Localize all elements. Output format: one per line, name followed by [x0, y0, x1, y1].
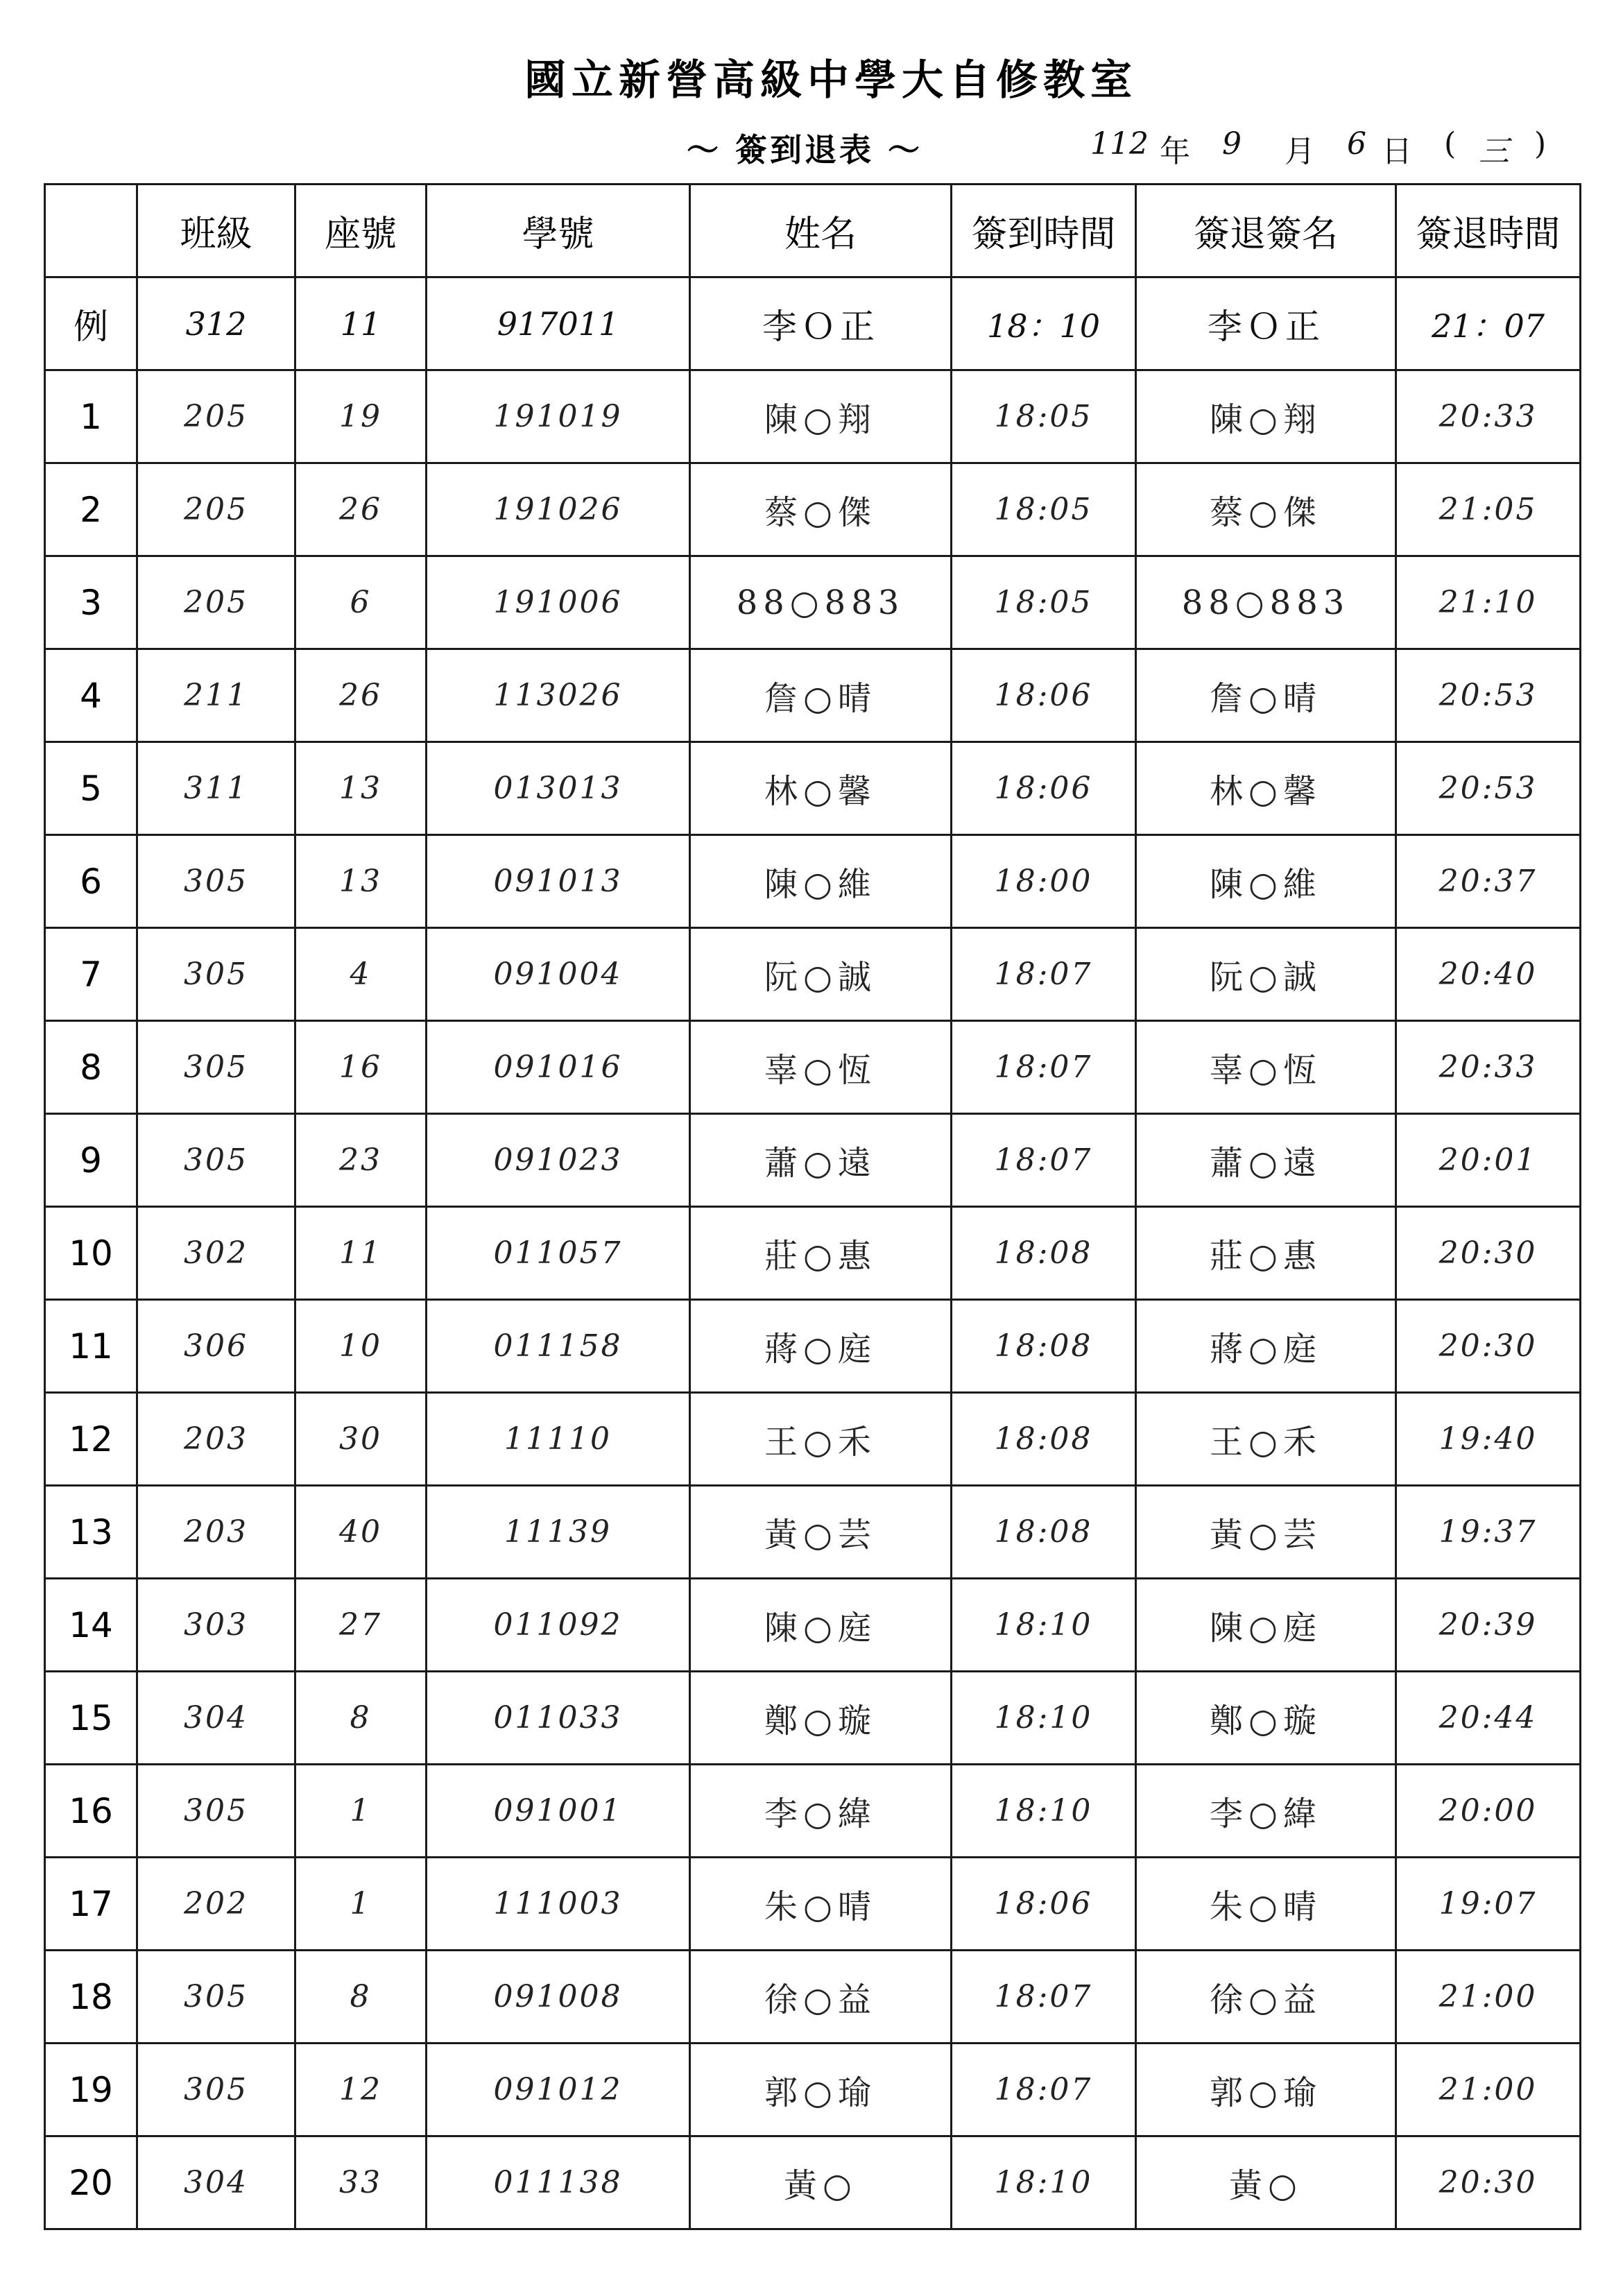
row-number-cell: 3 [45, 556, 137, 649]
student-id-cell: 091008 [427, 1951, 690, 2044]
name-cell: 陳○維 [690, 835, 952, 928]
student-id-cell: 091023 [427, 1114, 690, 1207]
class-cell: 305 [137, 1021, 295, 1114]
sign-out-time-cell: 20:53 [1396, 742, 1581, 835]
table-row [45, 928, 1581, 1021]
seat-cell: 19 [295, 370, 427, 463]
table-row [45, 1765, 1581, 1858]
sign-out-time-cell: 21:00 [1396, 2044, 1581, 2136]
table-row [45, 2044, 1581, 2136]
sign-out-time-cell: 20:39 [1396, 1579, 1581, 1672]
sign-out-time-cell: 20:30 [1396, 1300, 1581, 1393]
sign-out-time-cell: 20:33 [1396, 1021, 1581, 1114]
class-cell: 211 [137, 649, 295, 742]
date-month: 9 [1222, 126, 1242, 162]
seat-cell: 1 [295, 1858, 427, 1951]
name-cell: 阮○誠 [690, 928, 952, 1021]
date-open-paren: ( [1444, 126, 1457, 162]
sign-out-signature-cell: 詹○晴 [1136, 649, 1396, 742]
student-id-cell: 11139 [427, 1486, 690, 1579]
row-number-cell: 6 [45, 835, 137, 928]
row-number-cell: 5 [45, 742, 137, 835]
sign-out-signature-cell: 蔡○傑 [1136, 463, 1396, 556]
table-row [45, 463, 1581, 556]
name-cell: 辜○恆 [690, 1021, 952, 1114]
sheet-subtitle: ～ 簽到退表 ～ [687, 131, 923, 169]
student-id-cell: 191026 [427, 463, 690, 556]
seat-cell: 4 [295, 928, 427, 1021]
seat-cell: 23 [295, 1114, 427, 1207]
example-class: 312 [137, 277, 295, 370]
table-row [45, 1021, 1581, 1114]
sign-in-time-cell: 18:10 [952, 2136, 1136, 2229]
table-row [45, 1858, 1581, 1951]
sign-in-time-cell: 18:08 [952, 1393, 1136, 1486]
sign-out-signature-cell: 郭○瑜 [1136, 2044, 1396, 2136]
header-sign-out-signature: 簽退簽名 [1136, 185, 1396, 277]
sign-out-time-cell: 19:07 [1396, 1858, 1581, 1951]
header-student-id: 學號 [427, 185, 690, 277]
date-weekday: 三 [1479, 134, 1509, 169]
date-day-unit: 日 [1382, 134, 1412, 169]
student-id-cell: 091012 [427, 2044, 690, 2136]
name-cell: 鄭○璇 [690, 1672, 952, 1765]
student-id-cell: 011158 [427, 1300, 690, 1393]
sheet-title: 國立新營高級中學大自修教室 [524, 56, 1137, 105]
sign-in-time-cell: 18:07 [952, 1951, 1136, 2044]
sign-in-time-cell: 18:06 [952, 1858, 1136, 1951]
sign-out-signature-cell: 陳○維 [1136, 835, 1396, 928]
class-cell: 205 [137, 556, 295, 649]
seat-cell: 26 [295, 463, 427, 556]
name-cell: 陳○翔 [690, 370, 952, 463]
class-cell: 205 [137, 463, 295, 556]
class-cell: 311 [137, 742, 295, 835]
class-cell: 306 [137, 1300, 295, 1393]
example-sign-out-time: 21：07 [1396, 277, 1581, 370]
seat-cell: 30 [295, 1393, 427, 1486]
header-seat: 座號 [295, 185, 427, 277]
row-number-cell: 11 [45, 1300, 137, 1393]
sign-out-time-cell: 19:37 [1396, 1486, 1581, 1579]
sign-out-signature-cell: 黃○ [1136, 2136, 1396, 2229]
name-cell: 李○緯 [690, 1765, 952, 1858]
student-id-cell: 011057 [427, 1207, 690, 1300]
name-cell: 蔣○庭 [690, 1300, 952, 1393]
date-day: 6 [1347, 126, 1366, 162]
table-row [45, 1300, 1581, 1393]
seat-cell: 16 [295, 1021, 427, 1114]
sign-in-time-cell: 18:05 [952, 556, 1136, 649]
sign-out-signature-cell: 李○緯 [1136, 1765, 1396, 1858]
name-cell: 徐○益 [690, 1951, 952, 2044]
name-cell: 林○馨 [690, 742, 952, 835]
class-cell: 305 [137, 1114, 295, 1207]
sign-in-time-cell: 18:10 [952, 1579, 1136, 1672]
sign-out-signature-cell: 鄭○璇 [1136, 1672, 1396, 1765]
student-id-cell: 091004 [427, 928, 690, 1021]
example-row [45, 277, 1581, 370]
seat-cell: 11 [295, 1207, 427, 1300]
sign-out-signature-cell: 陳○翔 [1136, 370, 1396, 463]
sign-out-signature-cell: 林○馨 [1136, 742, 1396, 835]
name-cell: 黃○芸 [690, 1486, 952, 1579]
seat-cell: 8 [295, 1951, 427, 2044]
name-cell: 陳○庭 [690, 1579, 952, 1672]
sign-in-time-cell: 18:06 [952, 649, 1136, 742]
student-id-cell: 111003 [427, 1858, 690, 1951]
table-row [45, 1207, 1581, 1300]
class-cell: 202 [137, 1858, 295, 1951]
table-row [45, 2136, 1581, 2229]
sign-out-signature-cell: 辜○恆 [1136, 1021, 1396, 1114]
table-row [45, 370, 1581, 463]
example-student-id: 917011 [427, 277, 690, 370]
student-id-cell: 011092 [427, 1579, 690, 1672]
row-number-cell: 18 [45, 1951, 137, 2044]
sign-in-time-cell: 18:08 [952, 1300, 1136, 1393]
header-row [45, 185, 1581, 277]
sign-out-time-cell: 20:01 [1396, 1114, 1581, 1207]
sign-in-time-cell: 18:10 [952, 1765, 1136, 1858]
sign-out-time-cell: 20:00 [1396, 1765, 1581, 1858]
student-id-cell: 091013 [427, 835, 690, 928]
example-sign-out-signature: 李Ｏ正 [1136, 277, 1396, 370]
header-row-number [45, 185, 137, 277]
sign-out-signature-cell: 88○883 [1136, 556, 1396, 649]
seat-cell: 26 [295, 649, 427, 742]
student-id-cell: 11110 [427, 1393, 690, 1486]
sign-out-signature-cell: 莊○惠 [1136, 1207, 1396, 1300]
sign-out-signature-cell: 黃○芸 [1136, 1486, 1396, 1579]
seat-cell: 27 [295, 1579, 427, 1672]
class-cell: 305 [137, 1951, 295, 2044]
sign-out-signature-cell: 阮○誠 [1136, 928, 1396, 1021]
sign-out-signature-cell: 蕭○遠 [1136, 1114, 1396, 1207]
name-cell: 王○禾 [690, 1393, 952, 1486]
example-label: 例 [45, 277, 137, 370]
sign-out-time-cell: 19:40 [1396, 1393, 1581, 1486]
date-year: 112 [1090, 126, 1149, 162]
seat-cell: 33 [295, 2136, 427, 2229]
row-number-cell: 10 [45, 1207, 137, 1300]
row-number-cell: 17 [45, 1858, 137, 1951]
sign-in-time-cell: 18:05 [952, 463, 1136, 556]
sign-out-time-cell: 20:30 [1396, 2136, 1581, 2229]
name-cell: 郭○瑜 [690, 2044, 952, 2136]
seat-cell: 40 [295, 1486, 427, 1579]
name-cell: 黃○ [690, 2136, 952, 2229]
sign-out-time-cell: 20:30 [1396, 1207, 1581, 1300]
class-cell: 305 [137, 2044, 295, 2136]
student-id-cell: 013013 [427, 742, 690, 835]
student-id-cell: 091016 [427, 1021, 690, 1114]
header-name: 姓名 [690, 185, 952, 277]
table-row [45, 1672, 1581, 1765]
student-id-cell: 113026 [427, 649, 690, 742]
row-number-cell: 14 [45, 1579, 137, 1672]
row-number-cell: 16 [45, 1765, 137, 1858]
date-month-unit: 月 [1285, 134, 1315, 169]
sign-out-signature-cell: 蔣○庭 [1136, 1300, 1396, 1393]
sign-out-time-cell: 20:44 [1396, 1672, 1581, 1765]
table-row [45, 556, 1581, 649]
class-cell: 305 [137, 835, 295, 928]
sign-out-time-cell: 20:53 [1396, 649, 1581, 742]
seat-cell: 13 [295, 835, 427, 928]
table-row [45, 1951, 1581, 2044]
name-cell: 詹○晴 [690, 649, 952, 742]
sign-out-signature-cell: 徐○益 [1136, 1951, 1396, 2044]
name-cell: 蕭○遠 [690, 1114, 952, 1207]
class-cell: 203 [137, 1393, 295, 1486]
sign-out-time-cell: 21:00 [1396, 1951, 1581, 2044]
class-cell: 305 [137, 1765, 295, 1858]
seat-cell: 10 [295, 1300, 427, 1393]
sign-in-time-cell: 18:07 [952, 1021, 1136, 1114]
name-cell: 蔡○傑 [690, 463, 952, 556]
student-id-cell: 191019 [427, 370, 690, 463]
sign-in-time-cell: 18:07 [952, 1114, 1136, 1207]
row-number-cell: 1 [45, 370, 137, 463]
sign-in-time-cell: 18:07 [952, 928, 1136, 1021]
date-year-unit: 年 [1160, 134, 1190, 169]
seat-cell: 8 [295, 1672, 427, 1765]
seat-cell: 1 [295, 1765, 427, 1858]
sign-in-time-cell: 18:07 [952, 2044, 1136, 2136]
sign-out-time-cell: 20:37 [1396, 835, 1581, 928]
sign-out-time-cell: 21:10 [1396, 556, 1581, 649]
header-sign-out-time: 簽退時間 [1396, 185, 1581, 277]
name-cell: 朱○晴 [690, 1858, 952, 1951]
sign-in-time-cell: 18:05 [952, 370, 1136, 463]
class-cell: 304 [137, 2136, 295, 2229]
class-cell: 304 [137, 1672, 295, 1765]
row-number-cell: 7 [45, 928, 137, 1021]
table-row [45, 742, 1581, 835]
row-number-cell: 8 [45, 1021, 137, 1114]
sign-out-time-cell: 21:05 [1396, 463, 1581, 556]
row-number-cell: 12 [45, 1393, 137, 1486]
row-number-cell: 2 [45, 463, 137, 556]
student-id-cell: 011138 [427, 2136, 690, 2229]
seat-cell: 12 [295, 2044, 427, 2136]
row-number-cell: 19 [45, 2044, 137, 2136]
table-row [45, 1579, 1581, 1672]
header-class: 班級 [137, 185, 295, 277]
table-row [45, 1393, 1581, 1486]
row-number-cell: 9 [45, 1114, 137, 1207]
sign-in-time-cell: 18:10 [952, 1672, 1136, 1765]
sign-out-signature-cell: 王○禾 [1136, 1393, 1396, 1486]
table-row [45, 1114, 1581, 1207]
header-sign-in-time: 簽到時間 [952, 185, 1136, 277]
example-name: 李Ｏ正 [690, 277, 952, 370]
date-close-paren: ) [1534, 126, 1547, 162]
table-row [45, 1486, 1581, 1579]
sign-out-signature-cell: 陳○庭 [1136, 1579, 1396, 1672]
row-number-cell: 4 [45, 649, 137, 742]
sign-in-table [44, 183, 1581, 2230]
table-row [45, 835, 1581, 928]
row-number-cell: 15 [45, 1672, 137, 1765]
row-number-cell: 20 [45, 2136, 137, 2229]
class-cell: 302 [137, 1207, 295, 1300]
sign-out-signature-cell: 朱○晴 [1136, 1858, 1396, 1951]
sign-in-time-cell: 18:08 [952, 1207, 1136, 1300]
seat-cell: 13 [295, 742, 427, 835]
class-cell: 305 [137, 928, 295, 1021]
sign-out-time-cell: 20:33 [1396, 370, 1581, 463]
sign-in-time-cell: 18:06 [952, 742, 1136, 835]
name-cell: 88○883 [690, 556, 952, 649]
class-cell: 205 [137, 370, 295, 463]
seat-cell: 6 [295, 556, 427, 649]
name-cell: 莊○惠 [690, 1207, 952, 1300]
student-id-cell: 091001 [427, 1765, 690, 1858]
sign-in-time-cell: 18:08 [952, 1486, 1136, 1579]
student-id-cell: 011033 [427, 1672, 690, 1765]
sign-in-time-cell: 18:00 [952, 835, 1136, 928]
class-cell: 303 [137, 1579, 295, 1672]
class-cell: 203 [137, 1486, 295, 1579]
example-sign-in-time: 18：10 [952, 277, 1136, 370]
sign-out-time-cell: 20:40 [1396, 928, 1581, 1021]
example-seat: 11 [295, 277, 427, 370]
row-number-cell: 13 [45, 1486, 137, 1579]
student-id-cell: 191006 [427, 556, 690, 649]
table-row [45, 649, 1581, 742]
